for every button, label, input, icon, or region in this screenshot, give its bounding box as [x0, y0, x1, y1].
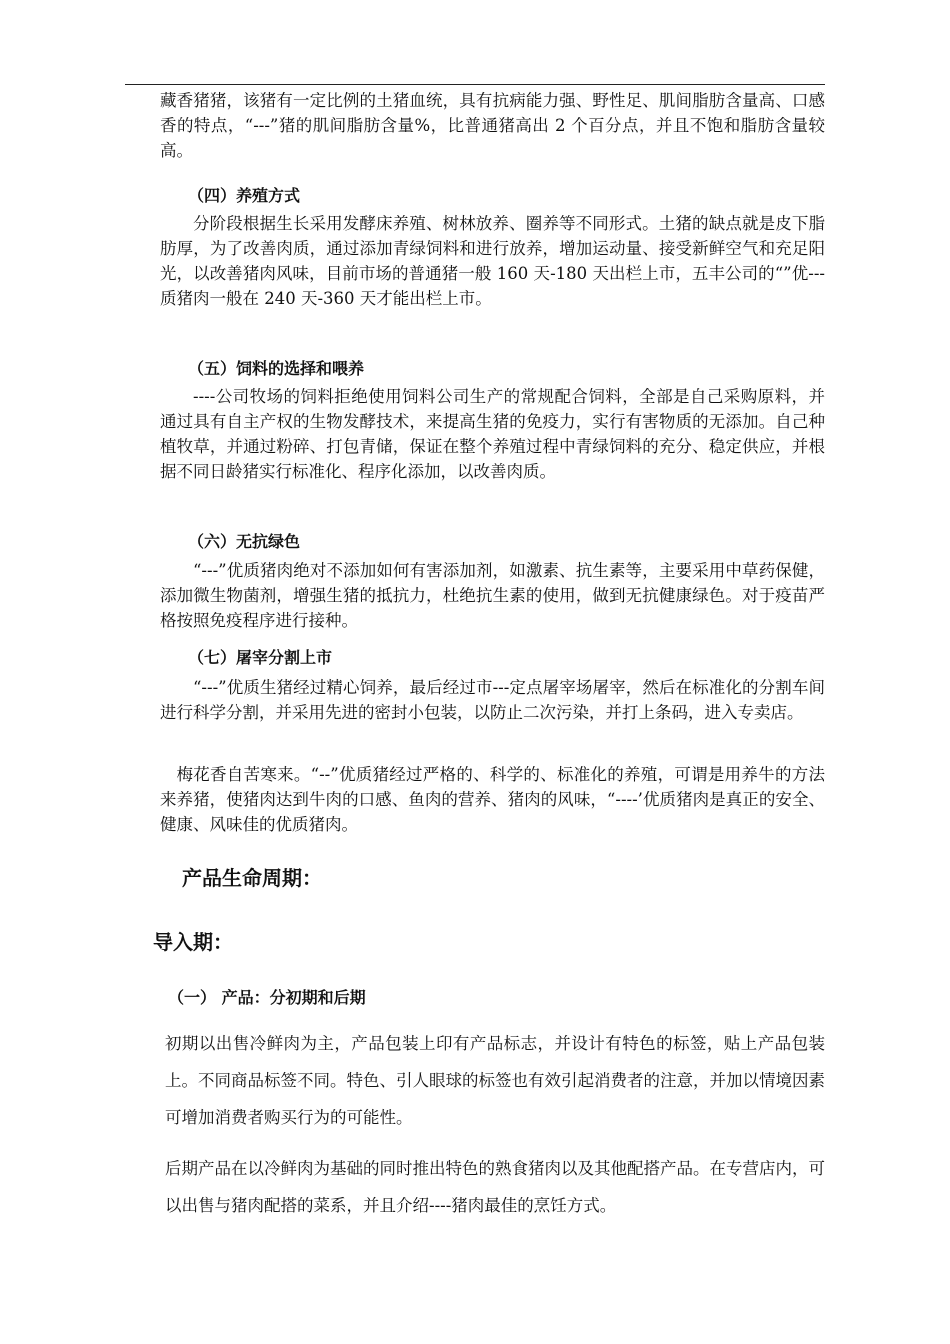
early-phase-paragraph: 初期以出售冷鲜肉为主，产品包装上印有产品标志，并设计有特色的标签，贴上产品包装上。不同商品标签不同。特色、引人眼球的标签也有效引起消费者的注意，并加以情境因素可增加消费者购买行为的可能性。: [165, 1034, 825, 1127]
closing-paragraph: 梅花香自苦寒来。“--”优质猪经过严格的、科学的、标准化的养殖，可谓是用养牛的方法来养猪，使猪肉达到牛肉的口感、鱼肉的营养、猪肉的风味，“----’优质猪肉是真正的安全、健康、风味佳的优质猪肉。: [160, 765, 825, 834]
section-7-block: [160, 675, 825, 725]
section-7-heading: （七）屠宰分割上市: [188, 648, 333, 667]
section-5-paragraph: ----公司牧场的饲料拒绝使用饲料公司生产的常规配合饲料，全部是自己采购原料，并通过具有自主产权的生物发酵技术，来提高生猪的免疫力，实行有害物质的无添加。自己种植牧草，并通过粉碎、打包青储，保证在整个养殖过程中青绿饲料的充分、稳定供应，并根据不同日龄猪实行标准化、程序化添加，以改善肉质。: [160, 387, 825, 481]
section-4-heading: （四）养殖方式: [188, 186, 301, 205]
intro-paragraph: 藏香猪猪，该猪有一定比例的土猪血统，具有抗病能力强、野性足、肌间脂肪含量高、口感香的特点，“---”猪的肌间脂肪含量%，比普通猪高出 2 个百分点，并且不饱和脂肪含量较高。: [160, 91, 825, 160]
section-5-heading: （五）饲料的选择和喂养: [188, 359, 365, 378]
late-paragraph-block: [165, 1150, 825, 1224]
product-subheading: （一） 产品：分初期和后期: [168, 988, 366, 1007]
lifecycle-heading: 产品生命周期：: [182, 866, 322, 890]
section-4-paragraph: 分阶段根据生长采用发酵床养殖、树林放养、圈养等不同形式。土猪的缺点就是皮下脂肪厚，为了改善肉质，通过添加青绿饲料和进行放养，增加运动量、接受新鲜空气和充足阳光，以改善猪肉风味，目前市场的普通猪一般 160 天-180 天出栏上市，五丰公司的“”优---质猪肉一般在 240 天-360 天才能出栏上市。: [160, 214, 825, 308]
section-6-paragraph: “---”优质猪肉绝对不添加如何有害添加剂，如激素、抗生素等，主要采用中草药保健，添加微生物菌剂，增强生猪的抵抗力，杜绝抗生素的使用，做到无抗健康绿色。对于疫苗严格按照免疫程序进行接种。: [160, 561, 825, 630]
section-4-block: [160, 211, 825, 311]
late-phase-paragraph: 后期产品在以冷鲜肉为基础的同时推出特色的熟食猪肉以及其他配搭产品。在专营店内，可以出售与猪肉配搭的菜系，并且介绍----猪肉最佳的烹饪方式。: [165, 1159, 825, 1215]
intro-period-heading: 导入期：: [153, 930, 233, 954]
section-6-heading: （六）无抗绿色: [188, 532, 301, 551]
section-7-paragraph: “---”优质生猪经过精心饲养，最后经过市---定点屠宰场屠宰，然后在标准化的分割车间进行科学分割，并采用先进的密封小包装，以防止二次污染，并打上条码，进入专卖店。: [160, 678, 825, 722]
early-paragraph-block: [165, 1025, 825, 1136]
header-rule: [125, 84, 825, 85]
section-5-block: [160, 384, 825, 484]
section-6-block: [160, 558, 825, 633]
closing-paragraph-block: [160, 762, 825, 837]
intro-paragraph-block: [160, 88, 825, 163]
